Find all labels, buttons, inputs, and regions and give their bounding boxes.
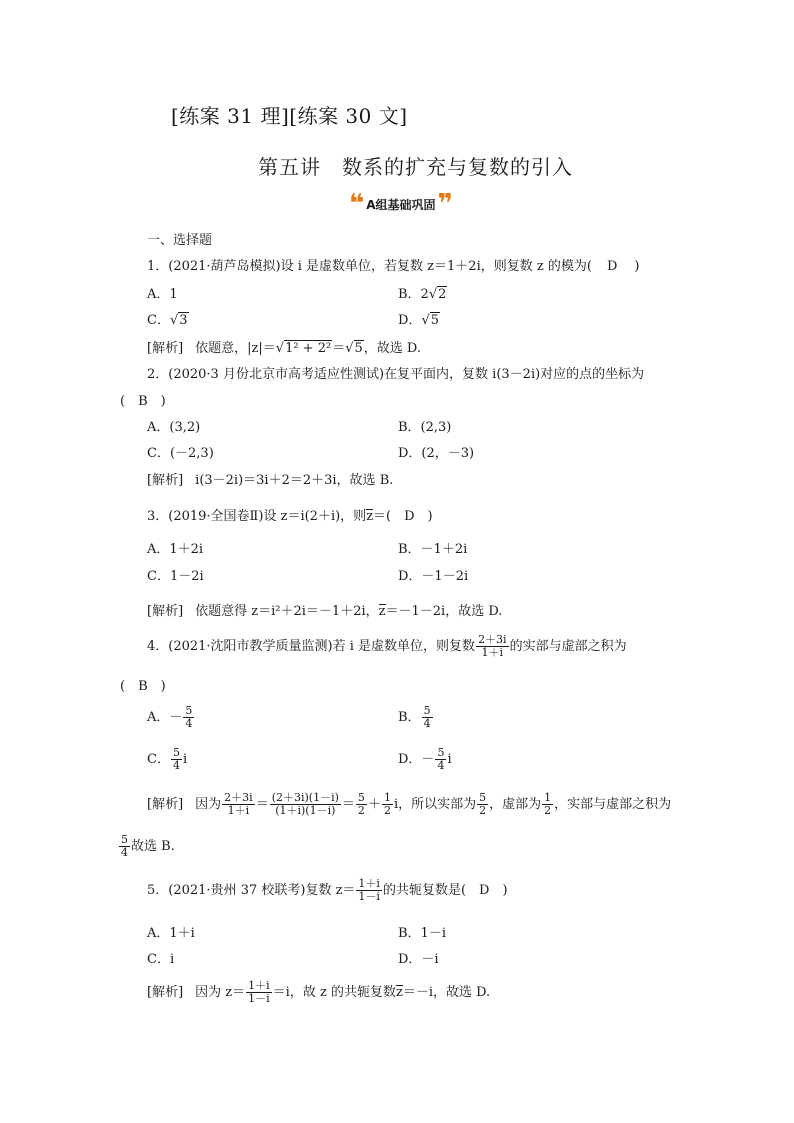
solution-tag: [解析] [147, 985, 184, 1000]
q4-solution-text-b: i，所以实部为 [393, 797, 477, 812]
fraction [270, 792, 341, 817]
q4-option-a [147, 705, 195, 730]
q3-stem-answer: ＝( D ) [373, 509, 433, 524]
group-banner [349, 189, 453, 219]
q4-option-c [147, 747, 187, 772]
q4-option-d [398, 747, 452, 772]
fraction [542, 792, 553, 817]
q1-option-d-radicand: 5 [430, 313, 440, 328]
q2-solution-text: i(3－2i)＝3i＋2＝2＋3i，故选 B. [195, 473, 394, 488]
sqrt-symbol: √2 [428, 287, 447, 302]
fraction-denominator: 2 [479, 804, 487, 817]
q5-solution-text: 因为 z＝ [195, 985, 246, 1000]
question-4-stem [147, 634, 627, 659]
question-2-stem: 2．(2020·3 月份北京市高考适应性测试)在复平面内，复数 i(3－2i)对应的点的坐标为 [147, 367, 645, 382]
fraction [356, 792, 367, 817]
q1-option-c-radicand: 3 [179, 313, 188, 328]
q5-option-b: B．1－i [398, 926, 446, 941]
sqrt-symbol: √5 [421, 313, 440, 328]
q1-option-b-prefix: B．2 [398, 287, 429, 302]
section-title: 一、选择题 [147, 233, 213, 248]
fraction-numerator: 5 [121, 833, 128, 846]
q4-solution [147, 792, 671, 817]
fraction [222, 792, 255, 817]
q4-option-c-prefix: C． [147, 752, 170, 767]
question-1-stem [147, 255, 639, 274]
q1-answer [592, 259, 634, 274]
q1-option-d-prefix: D． [398, 313, 422, 328]
q4-option-b-prefix: B． [398, 710, 421, 725]
fraction-numerator: 5 [172, 746, 180, 759]
q2-option-d: D．(2，－3) [398, 446, 475, 461]
q1-answer-letter: D [606, 259, 620, 274]
fraction [171, 747, 182, 772]
question-5-stem [147, 878, 508, 903]
q5-solution-conjugate-z: z [395, 985, 403, 1000]
q2-option-c: C．(－2,3) [147, 446, 214, 461]
fraction [477, 792, 488, 817]
fraction-denominator: 4 [121, 846, 128, 859]
q5-stem-end: 的共轭复数是( D ) [382, 883, 508, 898]
fraction [422, 705, 433, 730]
fraction-numerator: 1 [544, 791, 552, 804]
solution-tag: [解析] [147, 604, 184, 619]
fraction-denominator: 1＋i [227, 804, 250, 817]
fraction [382, 792, 393, 817]
q4-option-d-prefix: D．－ [398, 752, 435, 767]
fraction-numerator: 2＋3i [224, 791, 253, 804]
fraction [246, 980, 272, 1005]
q3-option-b: B．－1＋2i [398, 542, 468, 557]
q5-option-c: C．i [147, 952, 175, 967]
q1-option-c [147, 309, 189, 328]
q4-solution-text-d: ，实部与虚部之积为 [554, 797, 672, 812]
sqrt-symbol: √3 [169, 313, 188, 328]
fraction-numerator: 5 [357, 791, 365, 804]
fraction [183, 705, 194, 730]
q3-option-c: C．1－2i [147, 569, 204, 584]
fraction [119, 834, 130, 859]
q4-option-b [398, 705, 434, 730]
fraction-denominator: 1－i [248, 992, 270, 1005]
q2-answer: ( B ) [120, 394, 166, 409]
fraction-numerator: 1 [383, 791, 391, 804]
fraction-numerator: 5 [437, 746, 445, 759]
q1-stem-close: ) [634, 259, 640, 274]
q2-option-a: A．(3,2) [147, 420, 201, 435]
q3-stem-text: 3．(2019·全国卷Ⅱ)设 z＝i(2＋i)，则 [147, 509, 367, 524]
plus-sign: ＋ [367, 797, 381, 812]
q3-option-d: D．－1－2i [398, 569, 469, 584]
q4-solution-text-c: ，虚部为 [489, 797, 542, 812]
fraction-denominator: 1－i [358, 890, 380, 903]
q1-solution-end: ，故选 D. [363, 341, 422, 356]
q3-solution [147, 600, 502, 619]
solution-tag: [解析] [147, 797, 184, 812]
fraction-denominator: 4 [172, 759, 180, 772]
right-quote-icon: ❞ [437, 189, 453, 219]
fraction-numerator: 1＋i [248, 979, 270, 992]
fraction-numerator: (2＋3i)(1－i) [271, 791, 339, 804]
equals-sign: ＝ [255, 797, 269, 812]
q1-solution-text: 依题意，|z|＝ [195, 341, 276, 356]
fraction-denominator: 4 [437, 759, 445, 772]
q5-solution-text-b: ＝i，故 z 的共轭复数 [272, 985, 396, 1000]
solution-tag: [解析] [147, 341, 184, 356]
q5-solution-end: ＝－i，故选 D. [402, 985, 491, 1000]
q1-stem-text: 1．(2021·葫芦岛模拟)设 i 是虚数单位，若复数 z＝1＋2i，则复数 z 的模为( [147, 259, 592, 274]
sqrt-symbol: √1² + 2² [275, 341, 332, 356]
q4-option-a-prefix: A．－ [147, 710, 183, 725]
fraction-denominator: (1＋i)(1－i) [275, 804, 336, 817]
q4-stem-text: 4．(2021·沈阳市教学质量监测)若 i 是虚数单位，则复数 [147, 639, 476, 654]
q2-option-b: B．(2,3) [398, 420, 452, 435]
solution-tag: [解析] [147, 473, 184, 488]
q4-solution-text: 因为 [195, 797, 222, 812]
question-3-stem [147, 505, 433, 524]
q3-solution-text: 依题意得 z＝i²＋2i＝－1＋2i， [195, 604, 379, 619]
equals-sign: ＝ [341, 797, 355, 812]
q1-solution-eq: ＝ [332, 341, 346, 356]
q4-solution-cont [118, 834, 175, 859]
q3-solution-end: ＝－1－2i，故选 D. [385, 604, 503, 619]
fraction-numerator: 5 [185, 704, 193, 717]
q5-solution [147, 980, 490, 1005]
q1-solution-radicand-2: 5 [354, 341, 363, 356]
q2-solution [147, 469, 393, 488]
q1-option-b [398, 283, 447, 302]
q4-answer: ( B ) [120, 679, 166, 694]
q1-solution [147, 337, 421, 356]
q1-solution-radicand-1: 1² + 2² [285, 341, 332, 356]
q4-stem-end: 的实部与虚部之积为 [509, 639, 627, 654]
fraction-denominator: 1＋i [481, 646, 504, 659]
q3-conjugate-z: z [366, 509, 374, 524]
fraction-numerator: 5 [479, 791, 487, 804]
q5-stem-text: 5．(2021·贵州 37 校联考)复数 z＝ [147, 883, 356, 898]
fraction-denominator: 4 [423, 717, 431, 730]
q1-option-b-radicand: 2 [438, 287, 447, 302]
q4-solution-end: 故选 B. [131, 839, 175, 854]
q5-option-d: D．－i [398, 952, 439, 967]
q5-option-a: A．1＋i [147, 926, 195, 941]
fraction-numerator: 2＋3i [478, 633, 507, 646]
lecture-title: 第五讲 数系的扩充与复数的引入 [258, 155, 573, 179]
sqrt-symbol: √5 [345, 341, 363, 356]
q3-solution-conjugate-z: z [378, 604, 386, 619]
fraction-denominator: 2 [357, 804, 365, 817]
fraction [435, 747, 446, 772]
q1-option-d [398, 309, 440, 328]
left-quote-icon: ❝ [349, 189, 365, 219]
q1-option-c-prefix: C． [147, 313, 170, 328]
fraction [476, 634, 509, 659]
fraction-numerator: 5 [423, 704, 431, 717]
q1-option-a: A．1 [147, 287, 178, 302]
q4-option-d-suffix: i [447, 752, 452, 767]
fraction-denominator: 2 [544, 804, 552, 817]
exercise-code-title: [练案 31 理][练案 30 文] [171, 104, 408, 128]
group-banner-label: A组基础巩固 [366, 197, 436, 212]
fraction-denominator: 2 [383, 804, 391, 817]
q4-option-c-suffix: i [182, 752, 188, 767]
fraction [356, 878, 382, 903]
fraction-numerator: 1＋i [358, 877, 380, 890]
q3-option-a: A．1＋2i [147, 542, 204, 557]
fraction-denominator: 4 [185, 717, 193, 730]
